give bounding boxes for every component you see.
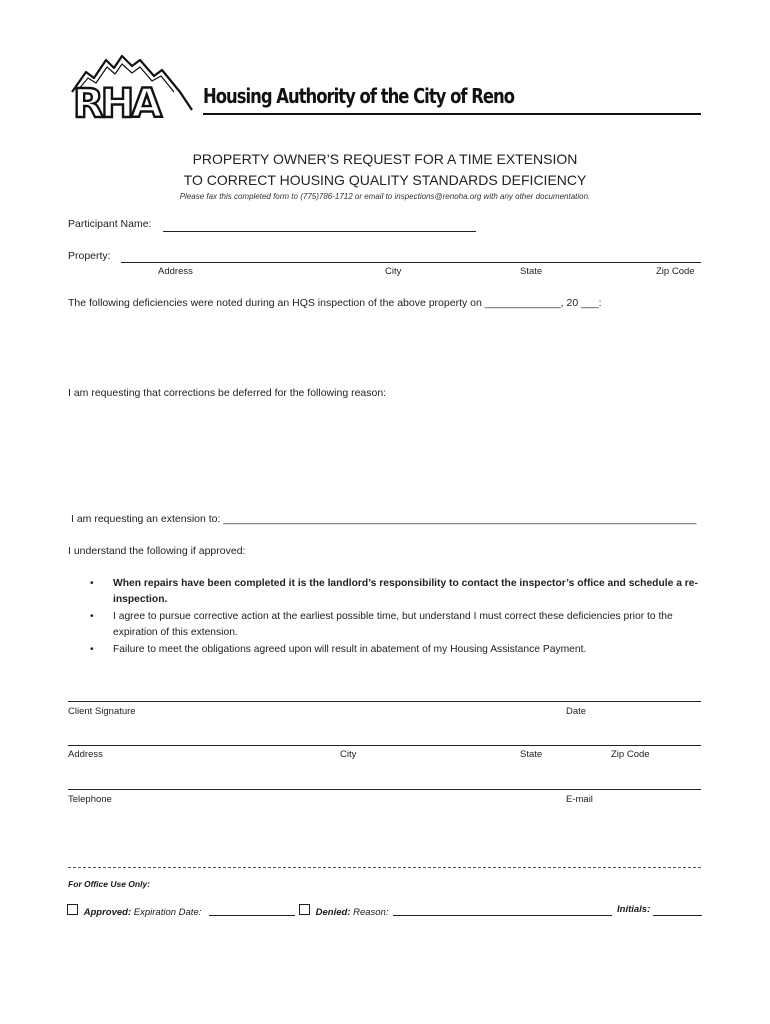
zip-label: Zip Code (611, 749, 650, 760)
expiration-date-field[interactable] (209, 915, 295, 916)
address-label: Address (68, 749, 103, 760)
deficiencies-area[interactable] (68, 318, 701, 378)
city-label: City (340, 749, 357, 760)
rha-logo (70, 52, 194, 120)
approved-label: Approved: (83, 907, 132, 918)
telephone-label: Telephone (68, 794, 112, 805)
understand-intro: I understand the following if approved: (68, 545, 246, 557)
reason-label: Reason: (353, 907, 389, 918)
reason-statement: I am requesting that corrections be deferred for the following reason: (68, 387, 387, 399)
client-signature-label: Client Signature (68, 706, 136, 717)
address-line[interactable] (68, 745, 701, 746)
client-signature-line[interactable] (68, 701, 701, 702)
header-rule (203, 113, 701, 115)
extension-statement[interactable]: I am requesting an extension to: _________________________________________________________________________________ (71, 513, 697, 525)
reason-area[interactable] (68, 408, 701, 503)
condition-item: • I agree to pursue corrective action at the earliest possible time, but understand I must correct these deficiencies prior to the expiration of this extension. (90, 611, 673, 638)
property-state-sublabel: State (520, 266, 543, 277)
svg-text:RHA: RHA (73, 81, 160, 120)
state-label: State (520, 749, 543, 760)
property-address-sublabel: Address (158, 266, 193, 277)
form-title-line1: PROPERTY OWNER’S REQUEST FOR A TIME EXTENSION (192, 151, 578, 167)
denied-label: Denied: (315, 907, 351, 918)
denied-checkbox[interactable] (299, 904, 310, 915)
approved-checkbox[interactable] (67, 904, 78, 915)
denied-reason-field[interactable] (393, 915, 612, 916)
form-title-line2: TO CORRECT HOUSING QUALITY STANDARDS DEFICIENCY (183, 172, 587, 188)
property-label: Property: (68, 250, 111, 262)
property-field[interactable] (121, 262, 701, 263)
email-label: E-mail (566, 794, 593, 805)
condition-item: • When repairs have been completed it is the landlord’s responsibility to contact the inspector’s office and schedule a re-inspection. (90, 578, 698, 605)
initials-label: Initials: (617, 904, 651, 915)
initials-field[interactable] (653, 915, 702, 916)
participant-name-field[interactable] (163, 231, 476, 232)
condition-item: • Failure to meet the obligations agreed upon will result in abatement of my Housing Assistance Payment. (90, 644, 587, 655)
property-zip-sublabel: Zip Code (656, 266, 695, 277)
office-divider (68, 867, 701, 868)
participant-name-label: Participant Name: (68, 218, 152, 230)
office-use-row (67, 904, 201, 918)
fax-instructions: Please fax this completed form to (775)786-1712 or email to inspections@renoha.org with any other documentation. (179, 192, 591, 201)
date-label: Date (566, 706, 587, 717)
deficiencies-statement: The following deficiencies were noted during an HQS inspection of the above property on _____________, 20 ___: (68, 297, 602, 309)
telephone-line[interactable] (68, 789, 701, 790)
denied-row (299, 904, 389, 918)
property-city-sublabel: City (385, 266, 402, 277)
office-use-heading: For Office Use Only: (68, 879, 151, 889)
agency-name: Housing Authority of the City of Reno (203, 84, 515, 108)
conditions-list (88, 576, 698, 659)
expiration-date-label: Expiration Date: (133, 907, 202, 918)
